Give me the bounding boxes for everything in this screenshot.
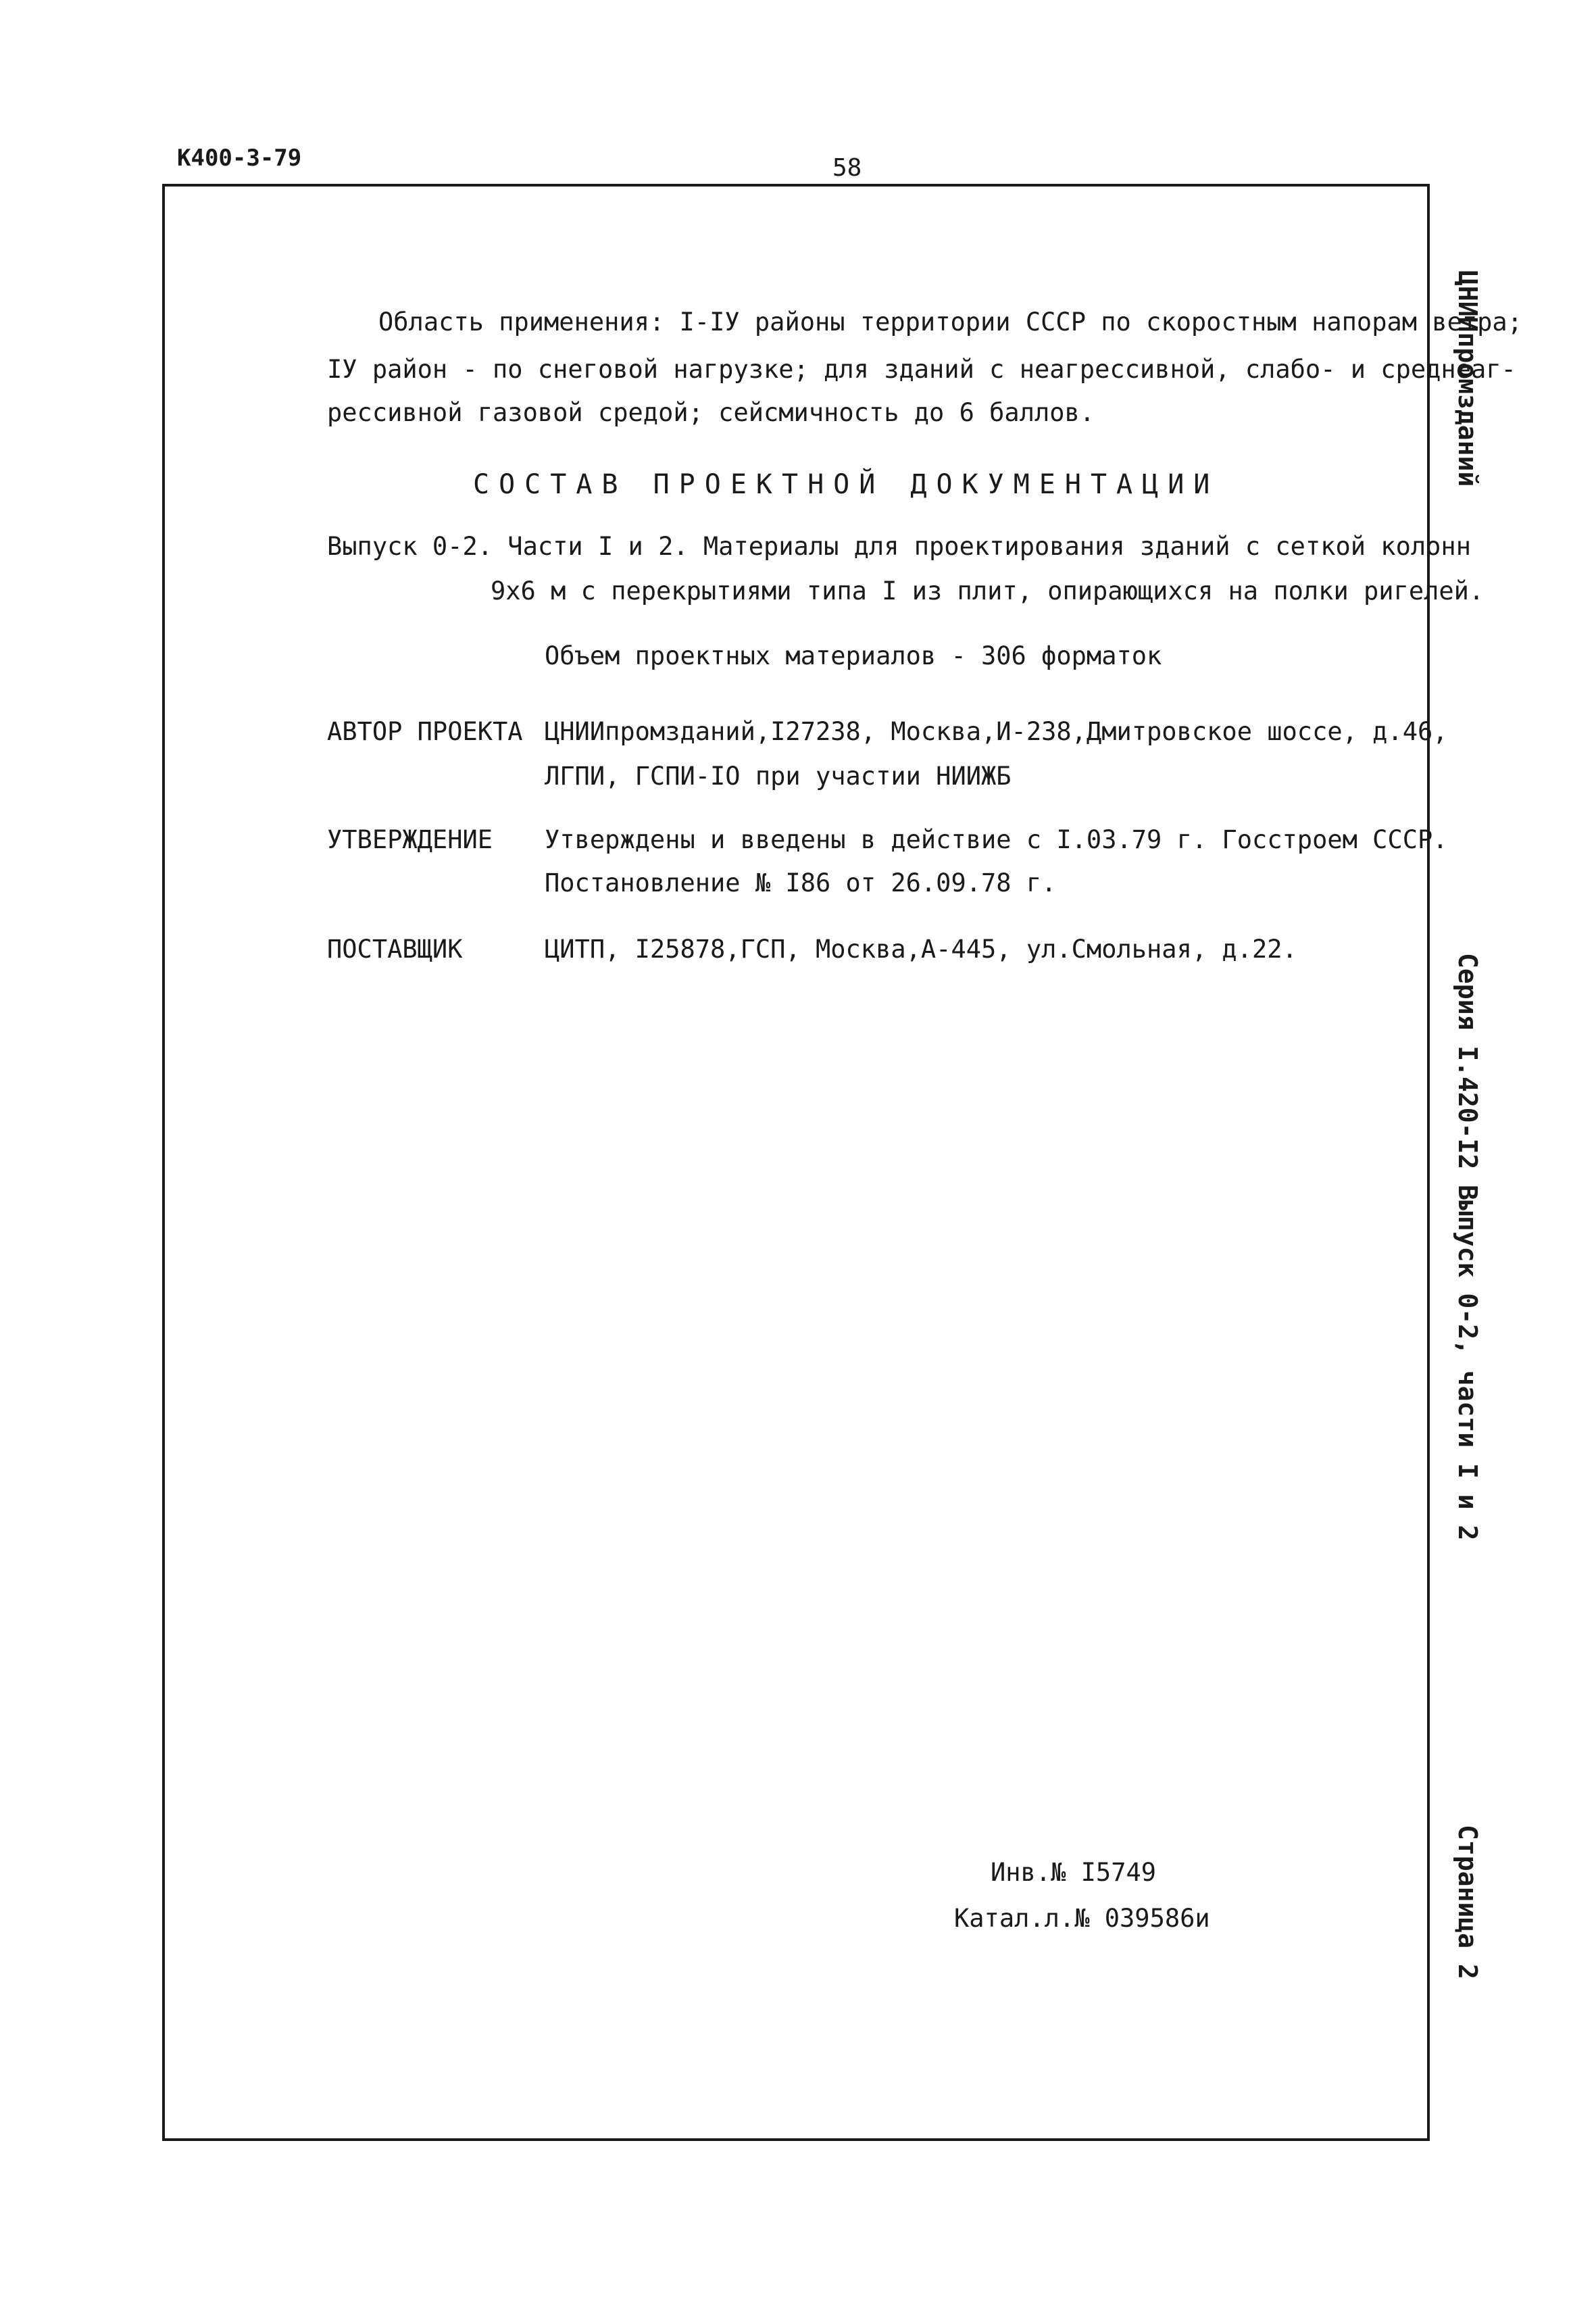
scope-line-3: рессивной газовой средой; сейсмичность до 6 баллов. bbox=[327, 398, 1095, 427]
approval-line-2: Постановление № I86 от 26.09.78 г. bbox=[545, 868, 1057, 897]
author-line-1: ЦНИИпромзданий,I27238, Москва,И-238,Дмитровское шоссе, д.46, bbox=[545, 717, 1448, 746]
side-series-label: Серия I.420-I2 Выпуск 0-2, части I и 2 bbox=[1453, 953, 1482, 1541]
approval-label: УТВЕРЖДЕНИЕ bbox=[327, 825, 493, 854]
supplier-label: ПОСТАВЩИК bbox=[327, 935, 463, 964]
catalog-number: Катал.л.№ 039586и bbox=[954, 1904, 1210, 1933]
issue-line-1: Выпуск 0-2. Части I и 2. Материалы для проектирования зданий с сеткой колонн bbox=[327, 532, 1471, 561]
author-line-2: ЛГПИ, ГСПИ-IO при участии НИИЖБ bbox=[545, 762, 1012, 791]
inventory-number: Инв.№ I5749 bbox=[991, 1858, 1157, 1887]
section-title: СОСТАВ ПРОЕКТНОЙ ДОКУМЕНТАЦИИ bbox=[473, 469, 1220, 500]
scope-line-2: IУ район - по снеговой нагрузке; для зданий с неагрессивной, слабо- и среднеаг- bbox=[327, 355, 1516, 384]
page-number: 58 bbox=[832, 154, 862, 182]
author-label: АВТОР ПРОЕКТА bbox=[327, 717, 523, 746]
issue-line-2: 9х6 м с перекрытиями типа I из плит, опирающихся на полки ригелей. bbox=[491, 576, 1485, 606]
supplier-line-1: ЦИТП, I25878,ГСП, Москва,А-445, ул.Смольная, д.22. bbox=[545, 935, 1297, 964]
side-page-label: Страница 2 bbox=[1453, 1825, 1482, 1979]
scope-line-1: Область применения: I-IУ районы территории СССР по скоростным напорам ветра; bbox=[378, 307, 1522, 337]
volume-line: Объем проектных материалов - 306 форматок bbox=[545, 641, 1162, 670]
side-org-label: ЦНИИпромзданий bbox=[1453, 270, 1482, 487]
approval-line-1: Утверждены и введены в действие с I.03.79 г. Госстроем СССР. bbox=[545, 825, 1448, 854]
document-code: К400-3-79 bbox=[177, 145, 302, 172]
